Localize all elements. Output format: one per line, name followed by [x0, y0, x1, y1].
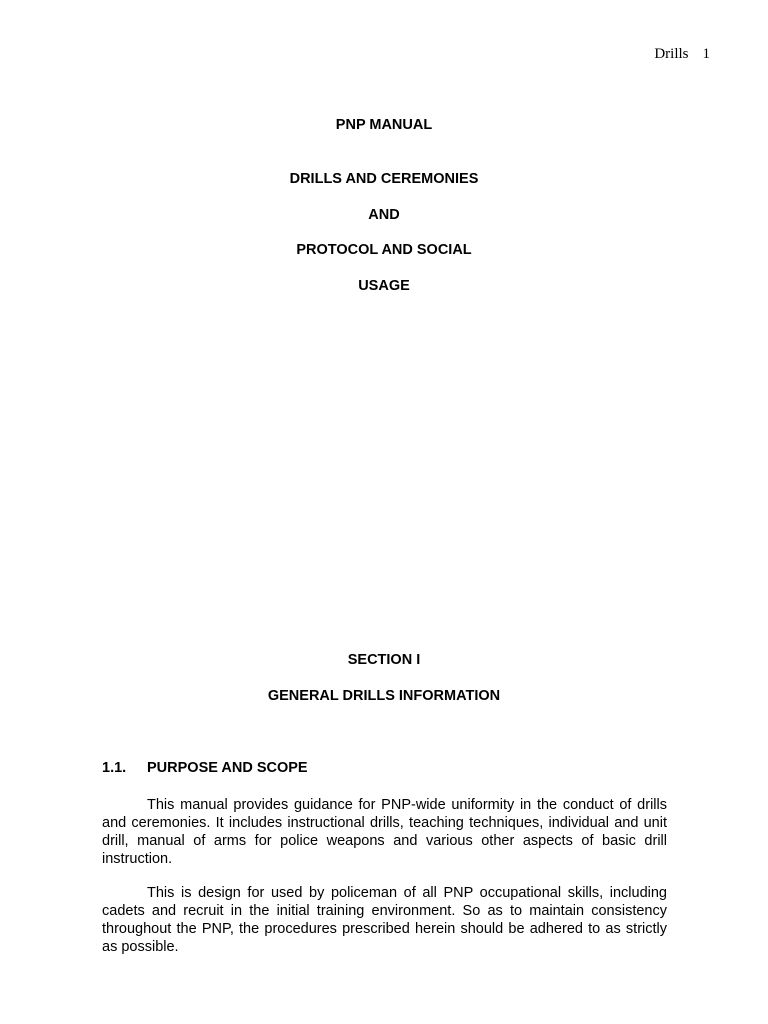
subsection-title: PURPOSE AND SCOPE [147, 760, 308, 776]
subsection-heading [102, 760, 308, 776]
paragraph-purpose: This manual provides guidance for PNP-wide uniformity in the conduct of drills and ceremonies. It includes instructional drills, teaching techniques, individual and unit drill, manual of arms for police weapons and various other aspects of basic drill instruction. [102, 797, 667, 867]
running-title: Drills [654, 46, 689, 62]
manual-title: PNP MANUAL [335, 117, 433, 133]
title-line-and: AND [368, 207, 400, 223]
title-line-protocol: PROTOCOL AND SOCIAL [296, 242, 472, 258]
section-title: GENERAL DRILLS INFORMATION [267, 688, 501, 704]
paragraph-scope: This is design for used by policeman of all PNP occupational skills, including cadets and recruit in the initial training environment. So as to maintain consistency throughout the PNP, the procedures prescribed herein should be adhered to as strictly as possible. [102, 885, 667, 955]
running-header [654, 46, 710, 63]
title-line-drills: DRILLS AND CEREMONIES [289, 171, 479, 187]
title-line-usage: USAGE [358, 278, 410, 294]
section-label: SECTION I [347, 652, 421, 668]
page-number: 1 [702, 46, 710, 62]
subsection-number: 1.1. [102, 760, 127, 776]
